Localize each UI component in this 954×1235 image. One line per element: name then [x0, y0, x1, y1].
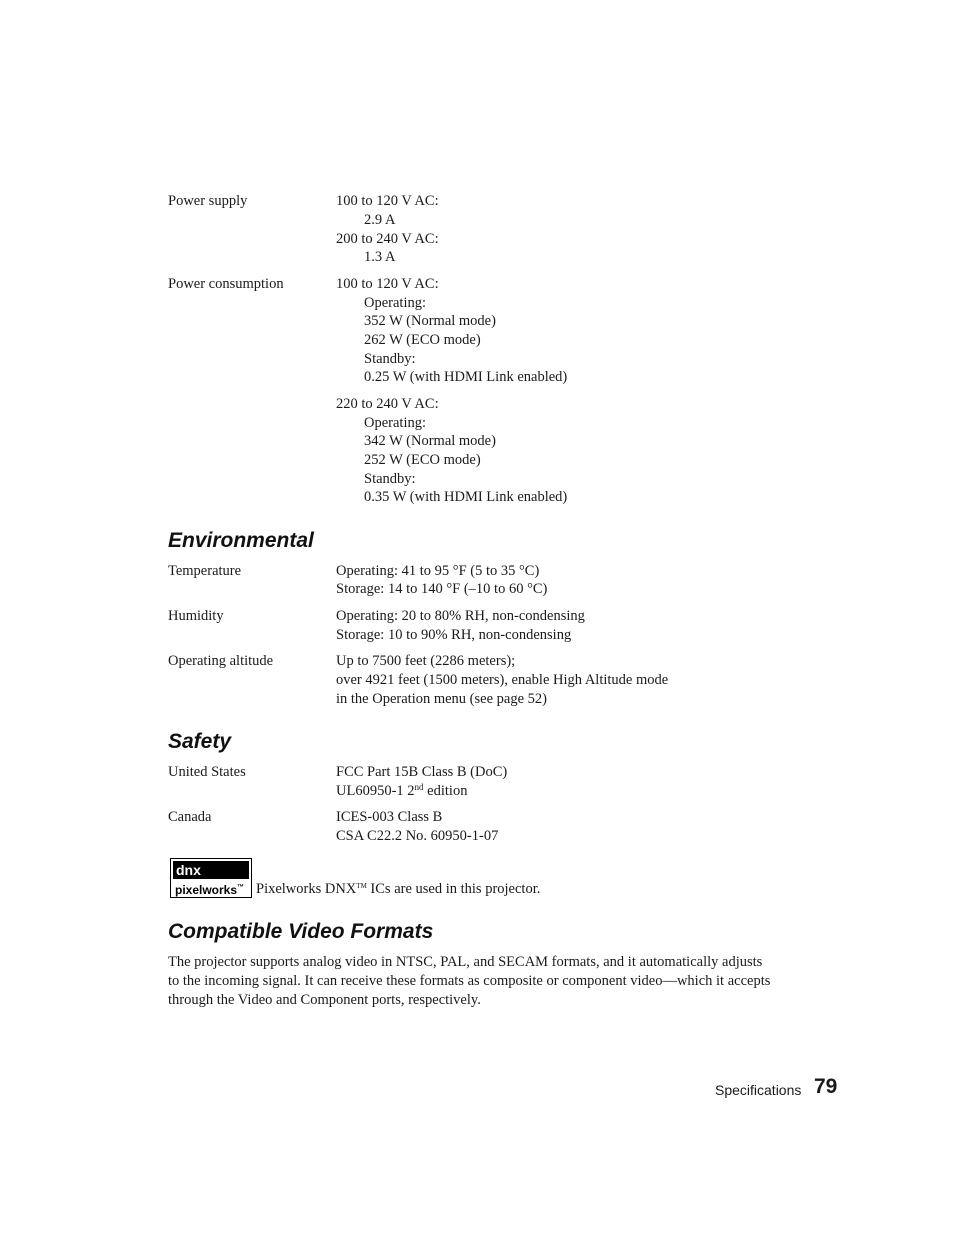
- altitude-line-3: in the Operation menu (see page 52): [336, 691, 547, 707]
- logo-pixelworks-word: pixelworks: [175, 883, 238, 897]
- pixelworks-dnx-logo: [170, 858, 252, 898]
- humidity-operating: Operating: 20 to 80% RH, non-condensing: [336, 608, 585, 624]
- safety-heading: Safety: [168, 730, 232, 753]
- power-supply-current-2: 1.3 A: [364, 249, 396, 265]
- paragraph-line-2: to the incoming signal. It can receive these formats as composite or component video—which it accepts: [168, 973, 771, 989]
- consumption-b-standby: Standby:: [364, 471, 416, 487]
- humidity-label: Humidity: [168, 608, 224, 624]
- consumption-a-eco: 262 W (ECO mode): [364, 332, 481, 348]
- power-supply-label: Power supply: [168, 193, 248, 209]
- canada-csa: CSA C22.2 No. 60950-1-07: [336, 828, 499, 844]
- humidity-storage: Storage: 10 to 90% RH, non-condensing: [336, 627, 572, 643]
- consumption-b-standby-value: 0.35 W (with HDMI Link enabled): [364, 489, 568, 505]
- power-supply-range-1: 100 to 120 V AC:: [336, 193, 439, 209]
- consumption-b-eco: 252 W (ECO mode): [364, 452, 481, 468]
- us-fcc: FCC Part 15B Class B (DoC): [336, 764, 508, 780]
- consumption-a-standby: Standby:: [364, 351, 416, 367]
- canada-label: Canada: [168, 809, 212, 825]
- us-ul: [336, 782, 467, 801]
- logo-pixelworks-text: [173, 880, 249, 896]
- power-consumption-label: Power consumption: [168, 276, 284, 292]
- consumption-b-normal: 342 W (Normal mode): [364, 433, 496, 449]
- paragraph-line-1: The projector supports analog video in NTSC, PAL, and SECAM formats, and it automatically adjusts: [168, 954, 763, 970]
- consumption-a-range: 100 to 120 V AC:: [336, 276, 439, 292]
- consumption-b-range: 220 to 240 V AC:: [336, 396, 439, 412]
- consumption-a-operating: Operating:: [364, 295, 427, 311]
- paragraph-line-3: through the Video and Component ports, respectively.: [168, 992, 481, 1008]
- consumption-b-operating: Operating:: [364, 415, 427, 431]
- power-supply-range-2: 200 to 240 V AC:: [336, 231, 439, 247]
- pixelworks-note-prefix: Pixelworks DNX: [256, 881, 357, 897]
- canada-ices: ICES-003 Class B: [336, 809, 443, 825]
- pixelworks-note-tm: TM: [356, 882, 367, 890]
- logo-dnx-text: dnx: [173, 861, 249, 879]
- pixelworks-note-suffix: ICs are used in this projector.: [366, 881, 541, 897]
- pixelworks-note: [256, 880, 540, 899]
- environmental-heading: Environmental: [168, 529, 314, 552]
- video-formats-paragraph: [168, 953, 788, 1010]
- us-ul-suffix: edition: [423, 783, 468, 799]
- consumption-a-normal: 352 W (Normal mode): [364, 313, 496, 329]
- us-ul-superscript: nd: [414, 782, 424, 792]
- altitude-line-2: over 4921 feet (1500 meters), enable High Altitude mode: [336, 672, 669, 688]
- altitude-line-1: Up to 7500 feet (2286 meters);: [336, 653, 516, 669]
- temperature-label: Temperature: [168, 563, 242, 579]
- footer-section-title: Specifications: [715, 1082, 802, 1098]
- us-ul-prefix: UL60950-1 2: [336, 783, 415, 799]
- altitude-label: Operating altitude: [168, 653, 274, 669]
- consumption-a-standby-value: 0.25 W (with HDMI Link enabled): [364, 369, 568, 385]
- power-supply-current-1: 2.9 A: [364, 212, 396, 228]
- page-number: 79: [814, 1075, 838, 1098]
- logo-tm: ™: [237, 884, 245, 891]
- temperature-storage: Storage: 14 to 140 °F (–10 to 60 °C): [336, 581, 548, 597]
- us-label: United States: [168, 764, 246, 780]
- temperature-operating: Operating: 41 to 95 °F (5 to 35 °C): [336, 563, 540, 579]
- video-formats-heading: Compatible Video Formats: [168, 920, 434, 943]
